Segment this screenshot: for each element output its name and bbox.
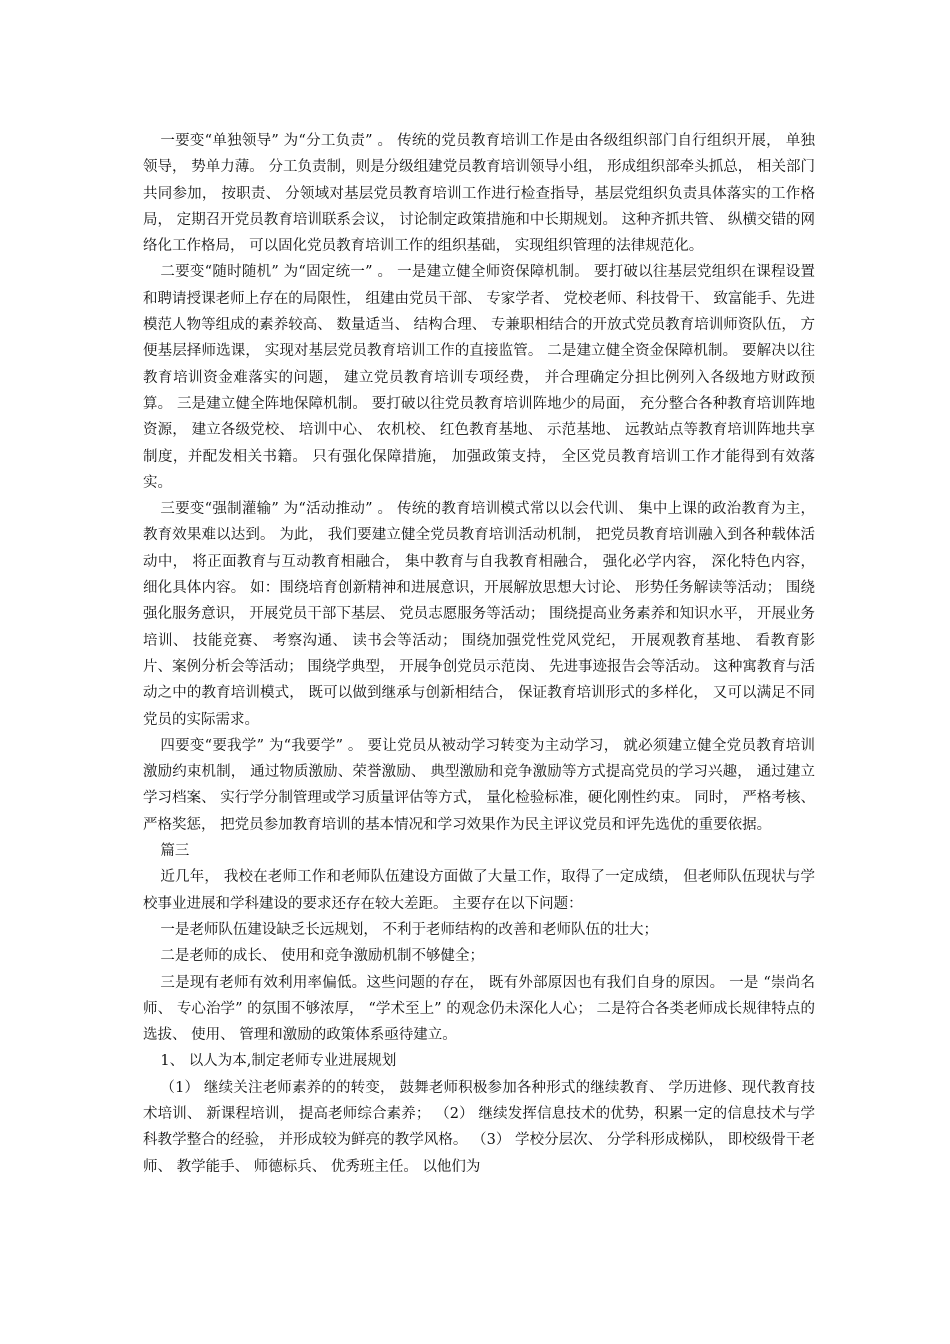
paragraph-7: 二是老师的成长、 使用和竞争激励机制不够健全；: [160, 948, 484, 965]
paragraph-6: 一是老师队伍建设缺乏长远规划， 不利于老师结构的改善和老师队伍的壮大；: [160, 921, 658, 938]
paragraph-1: 一要变“单独领导” 为“分工负责” 。 传统的党员教育培训工作是由各级组织部门自行组织开展， 单独领导， 势单力薄。 分工负责制，则是分级组建党员教育培训领导小组， 形成组织部牵头抓总， 相关部门共同参加， 按职责、 分领域对基层党员教育培训工作进行检查指导，基层党组织负责具体落实的工作格局， 定期召开党员教育培训联系会议， 讨论制定政策措施和中长期规划。 这种齐抓共管、 纵横交错的网络化工作格局， 可以固化党员教育培训工作的组织基础， 实现组织管理的法律规范化。: [143, 133, 815, 255]
paragraph-4: 四要变“要我学” 为“我要学” 。 要让党员从被动学习转变为主动学习， 就必须建立健全党员教育培训激励约束机制， 通过物质激励、荣誉激励、 典型激励和竞争激励等方式提高党员的学习兴趣， 通过建立学习档案、 实行学分制管理或学习质量评估等方式， 量化检验标准，硬化刚性约束。 同时， 严格考核、 严格奖惩， 把党员参加教育培训的基本情况和学习效果作为民主评议党员和评先选优的重要依据。: [143, 737, 815, 833]
document-body: [143, 128, 815, 1180]
paragraph-5: 近几年， 我校在老师工作和老师队伍建设方面做了大量工作，取得了一定成绩， 但老师队伍现状与学校事业进展和学科建设的要求还存在较大差距。 主要存在以下问题：: [143, 869, 815, 912]
paragraph-2: 二要变“随时随机” 为“固定统一” 。 一是建立健全师资保障机制。 要打破以往基层党组织在课程设置和聘请授课老师上存在的局限性， 组建由党员干部、 专家学者、 党校老师、科技骨干、 致富能手、先进模范人物等组成的素养较高、 数量适当、 结构合理、 专兼职相结合的开放式党员教育培训师资队伍， 方便基层择师选课， 实现对基层党员教育培训工作的直接监管。 二是建立健全资金保障机制。 要解决以往教育培训资金难落实的问题， 建立党员教育培训专项经费， 并合理确定分担比例列入各级地方财政预算。 三是建立健全阵地保障机制。 要打破以往党员教育培训阵地少的局面， 充分整合各种教育培训阵地资源， 建立各级党校、 培训中心、 农机校、 红色教育基地、 示范基地、 远教站点等教育培训阵地共享制度，并配发相关书籍。 只有强化保障措施， 加强政策支持， 全区党员教育培训工作才能得到有效落实。: [143, 264, 815, 491]
paragraph-3: 三要变“强制灌输” 为“活动推动” 。 传统的教育培训模式常以以会代训、 集中上课的政治教育为主， 教育效果难以达到。 为此， 我们要建立健全党员教育培训活动机制， 把党员教育培训融入到各种载体活动中， 将正面教育与互动教育相融合， 集中教育与自我教育相融合， 强化必学内容， 深化特色内容， 细化具体内容。 如：围绕培育创新精神和进展意识，开展解放思想大讨论、 形势任务解读等活动； 围绕强化服务意识， 开展党员干部下基层、 党员志愿服务等活动； 围绕提高业务素养和知识水平， 开展业务培训、 技能竞赛、 考察沟通、 读书会等活动； 围绕加强党性党风党纪， 开展观教育基地、 看教育影片、案例分析会等活动； 围绕学典型， 开展争创党员示范岗、 先进事迹报告会等活动。 这种寓教育与活动之中的教育培训模式， 既可以做到继承与创新相结合， 保证教育培训形式的多样化， 又可以满足不同党员的实际需求。: [143, 501, 815, 728]
numbered-heading: 1、 以人为本,制定老师专业进展规划: [160, 1053, 397, 1070]
paragraph-8: 三是现有老师有效利用率偏低。这些问题的存在， 既有外部原因也有我们自身的原因。 一是 “崇尚名师、 专心治学” 的氛围不够浓厚， “学术至上” 的观念仍未深化人心； 二是符合各类老师成长规律特点的选拔、 使用、 管理和激励的政策体系亟待建立。: [143, 974, 815, 1044]
paragraph-9: （1） 继续关注老师素养的的转变， 鼓舞老师积极参加各种形式的继续教育、 学历进修、现代教育技术培训、 新课程培训， 提高老师综合素养； （2） 继续发挥信息技术的优势，积累一定的信息技术与学科教学整合的经验， 并形成较为鲜亮的教学风格。 （3） 学校分层次、 分学科形成梯队， 即校级骨干老师、 教学能手、 师德标兵、 优秀班主任。 以他们为: [143, 1079, 815, 1175]
section-heading: 篇三: [160, 843, 190, 860]
